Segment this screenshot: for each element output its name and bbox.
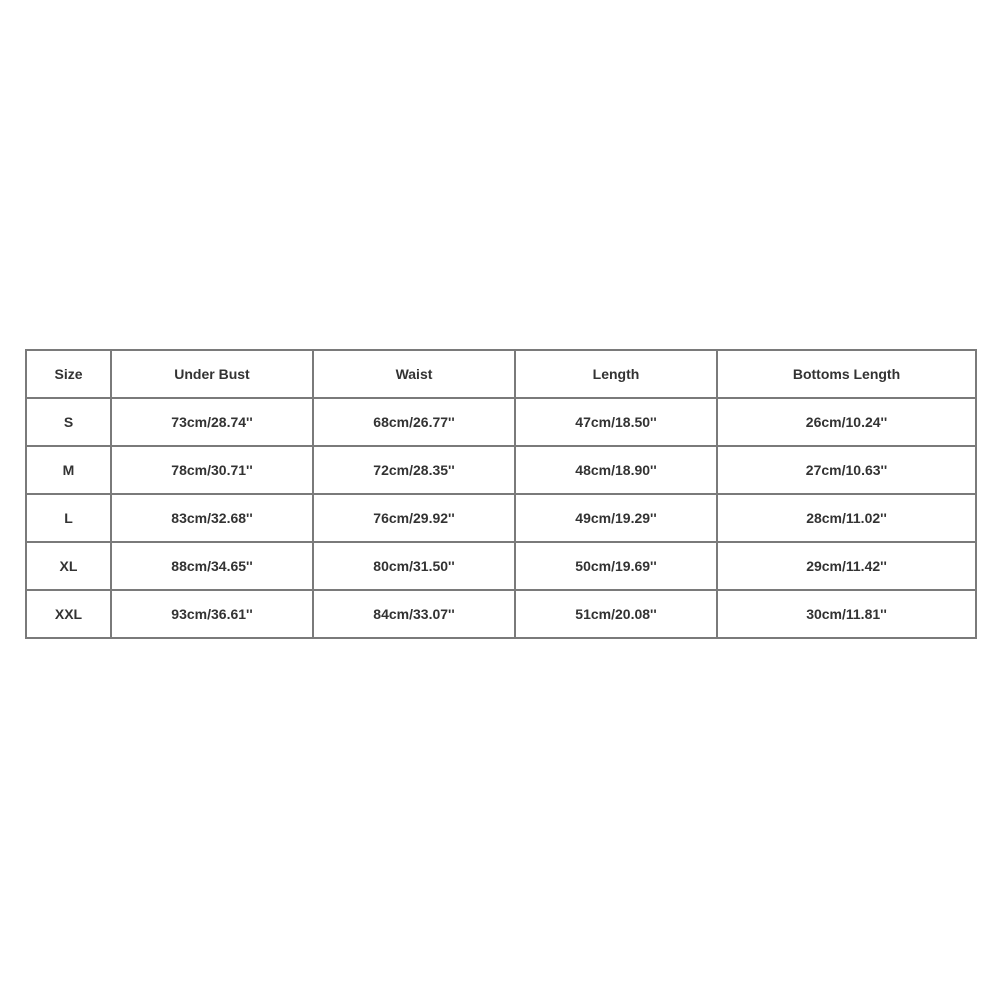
cell-size: M bbox=[26, 446, 111, 494]
header-bottoms-length: Bottoms Length bbox=[717, 350, 976, 398]
cell-under-bust: 93cm/36.61'' bbox=[111, 590, 313, 638]
header-under-bust: Under Bust bbox=[111, 350, 313, 398]
cell-length: 49cm/19.29'' bbox=[515, 494, 717, 542]
cell-length: 47cm/18.50'' bbox=[515, 398, 717, 446]
header-waist: Waist bbox=[313, 350, 515, 398]
cell-size: S bbox=[26, 398, 111, 446]
cell-waist: 80cm/31.50'' bbox=[313, 542, 515, 590]
table-row bbox=[26, 542, 976, 590]
cell-waist: 84cm/33.07'' bbox=[313, 590, 515, 638]
cell-bottoms-length: 26cm/10.24'' bbox=[717, 398, 976, 446]
cell-length: 48cm/18.90'' bbox=[515, 446, 717, 494]
table-row bbox=[26, 590, 976, 638]
cell-bottoms-length: 29cm/11.42'' bbox=[717, 542, 976, 590]
table-header-row bbox=[26, 350, 976, 398]
table-row bbox=[26, 446, 976, 494]
cell-waist: 76cm/29.92'' bbox=[313, 494, 515, 542]
cell-under-bust: 73cm/28.74'' bbox=[111, 398, 313, 446]
cell-under-bust: 88cm/34.65'' bbox=[111, 542, 313, 590]
cell-length: 50cm/19.69'' bbox=[515, 542, 717, 590]
table-row bbox=[26, 398, 976, 446]
cell-bottoms-length: 28cm/11.02'' bbox=[717, 494, 976, 542]
cell-length: 51cm/20.08'' bbox=[515, 590, 717, 638]
cell-waist: 68cm/26.77'' bbox=[313, 398, 515, 446]
cell-under-bust: 78cm/30.71'' bbox=[111, 446, 313, 494]
header-size: Size bbox=[26, 350, 111, 398]
cell-size: XL bbox=[26, 542, 111, 590]
cell-waist: 72cm/28.35'' bbox=[313, 446, 515, 494]
cell-size: L bbox=[26, 494, 111, 542]
size-chart-table bbox=[25, 349, 977, 639]
cell-under-bust: 83cm/32.68'' bbox=[111, 494, 313, 542]
cell-bottoms-length: 30cm/11.81'' bbox=[717, 590, 976, 638]
header-length: Length bbox=[515, 350, 717, 398]
cell-bottoms-length: 27cm/10.63'' bbox=[717, 446, 976, 494]
cell-size: XXL bbox=[26, 590, 111, 638]
table-row bbox=[26, 494, 976, 542]
